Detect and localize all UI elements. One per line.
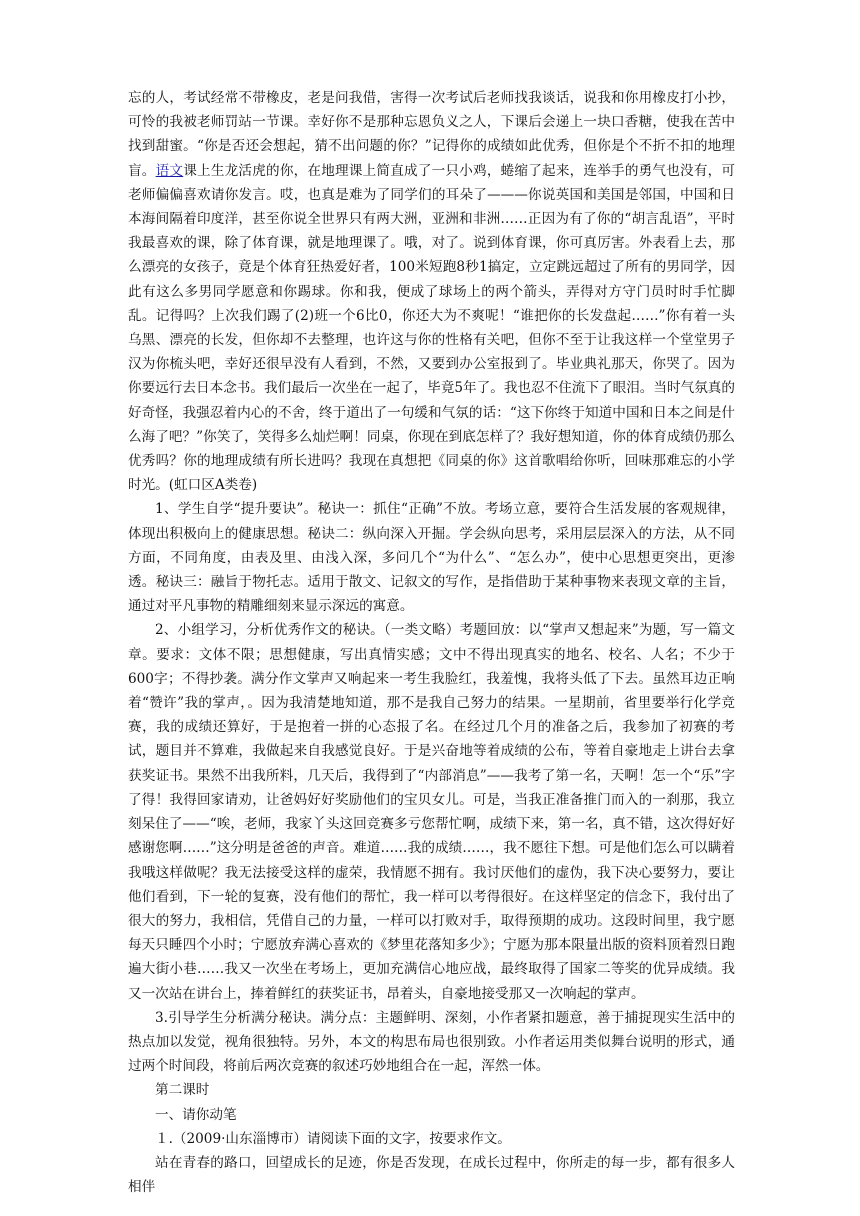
- essay-text-part-1: 忘的人，考试经常不带橡皮，老是问我借，害得一次考试后老师找我谈话，说我和你用橡皮打小抄，可怜的我被老师罚站一节课。幸好你不是那种忘恩负义之人，下课后会递上一块口香糖，使我在苦中找到甜蜜。“你是否还会想起，猜不出问题的你？”记得你的成绩如此优秀，但你是个不折不扣的地理盲。: [128, 90, 735, 179]
- tip-paragraph-3: 3.引导学生分析满分秘诀。满分点：主题鲜明、深刻，小作者紧扣题意，善于捕捉现实生活中的热点加以发觉，视角很独特。另外，本文的构思布局也很别致。小作者运用类似舞台说明的形式，通过两个时间段，将前后两次竞赛的叙述巧妙地组合在一起，浑然一体。: [128, 1009, 735, 1075]
- tip-paragraph-2: 2、小组学习，分析优秀作文的秘诀。（一类文略）考题回放：以“掌声又想起来”为题，写一篇文章。要求：文体不限；思想健康，写出真情实感；文中不得出现真实的地名、校名、人名；不少于600字；不得抄袭。满分作文掌声又响起来一考生我脸红，我羞愧，我将头低了下去。虽然耳边正响着“赞许”我的掌声，。因为我清楚地知道，那不是我自己努力的结果。一星期前，省里要举行化学竞赛，我的成绩还算好，于是抱着一拼的心态报了名。在经过几个月的准备之后，我参加了初赛的考试，题目并不算难，我做起来自我感觉良好。于是兴奋地等着成绩的公布，等着自豪地走上讲台去拿获奖证书。果然不出我所料，几天后，我得到了“内部消息”——我考了第一名，天啊！怎一个“乐”字了得！我得回家请劝，让爸妈好好奖励他们的宝贝女儿。可是，当我正准备推门而入的一刹那，我立刻呆住了——“唉，老师，我家丫头这回竞赛多亏您帮忙啊，成绩下来，第一名，真不错，这次得好好感谢您啊……”这分明是爸爸的声音。难道……我的成绩……，我不愿往下想。可是他们怎么可以瞒着我哦这样做呢？我无法接受这样的虚荣，我情愿不拥有。我讨厌他们的虚伪，我下决心要努力，要让他们看到，下一轮的复赛，没有他们的帮忙，我一样可以考得很好。在这样坚定的信念下，我付出了很大的努力，我相信，凭借自己的力量，一样可以打败对手，取得预期的成功。这段时间里，我宁愿每天只睡四个小时；宁愿放弃满心喜欢的《梦里花落知多少》；宁愿为那本限量出版的资料顶着烈日跑遍大街小巷……我又一次坐在考场上，更加充满信心地应战，最终取得了国家二等奖的优异成绩。我又一次站在讲台上，捧着鲜红的获奖证书，昂着头，自豪地接受那又一次响起的掌声。: [128, 622, 735, 1002]
- section-heading-start-writing: 一、请你动笔: [155, 1106, 237, 1123]
- document-body: [128, 86, 735, 1199]
- tip-paragraph-1: 1、学生自学“提升要诀”。秘诀一：抓住“正确”不放。考场立意，要符合生活发展的客观规律，体现出积极向上的健康思想。秘诀二：纵向深入开掘。学会纵向思考，采用层层深入的方法，从不同方面，不同角度，由表及里、由浅入深，多问几个“为什么”、“怎么办”，使中心思想更突出，更渗透。秘诀三：融旨于物托志。适用于散文、记叙文的写作，是指借助于某种事物来表现文章的主旨，通过对平凡事物的精雕细刻来显示深远的寓意。: [128, 501, 735, 615]
- chinese-class-link[interactable]: 语文: [155, 162, 184, 179]
- exercise-prompt: 站在青春的路口，回望成长的足迹，你是否发现，在成长过程中，你所走的每一步，都有很多人相伴: [128, 1154, 735, 1196]
- essay-paragraph: [128, 86, 735, 497]
- exercise-instruction: １.（2009·山东淄博市）请阅读下面的文字，按要求作文。: [155, 1130, 511, 1147]
- section-heading-second-lesson: 第二课时: [155, 1082, 210, 1099]
- essay-text-part-2: 课上生龙活虎的你，在地理课上简直成了一只小鸡，蜷缩了起来，连举手的勇气也没有，可老师偏偏喜欢请你发言。哎，也真是难为了同学们的耳朵了———你说英国和美国是邻国，中国和日本海间隔着印度洋，甚至你说全世界只有两大洲，亚洲和非洲……正因为有了你的“胡言乱语”，平时我最喜欢的课，除了体育课，就是地理课了。哦，对了。说到体育课，你可真厉害。外表看上去，那么漂亮的女孩子，竟是个体育狂热爱好者，100米短跑8秒1搞定，立定跳远超过了所有的男同学，因此有这么多男同学愿意和你踢球。你和我，便成了球场上的两个箭头，弄得对方守门员时时手忙脚乱。记得吗？上次我们踢了(2)班一个6比0，你还大为不爽呢！“谁把你的长发盘起……”你有着一头乌黑、漂亮的长发，但你却不去整理，也许这与你的性格有关吧，但你不至于让我这样一个堂堂男子汉为你梳头吧，幸好还很早没有人看到，不然，又要到办公室报到了。毕业典礼那天，你哭了。因为你要远行去日本念书。我们最后一次坐在一起了，毕竟5年了。我也忍不住流下了眼泪。当时气氛真的好奇怪，我强忍着内心的不舍，终于道出了一句缓和气氛的话：“这下你终于知道中国和日本之间是什么海了吧？”你笑了，笑得多么灿烂啊！同桌，你现在到底怎样了？我好想知道，你的体育成绩仍那么优秀吗？你的地理成绩有所长进吗？我现在真想把《同桌的你》这首歌唱给你听，回味那难忘的小学时光。(虹口区A类卷): [128, 162, 736, 494]
